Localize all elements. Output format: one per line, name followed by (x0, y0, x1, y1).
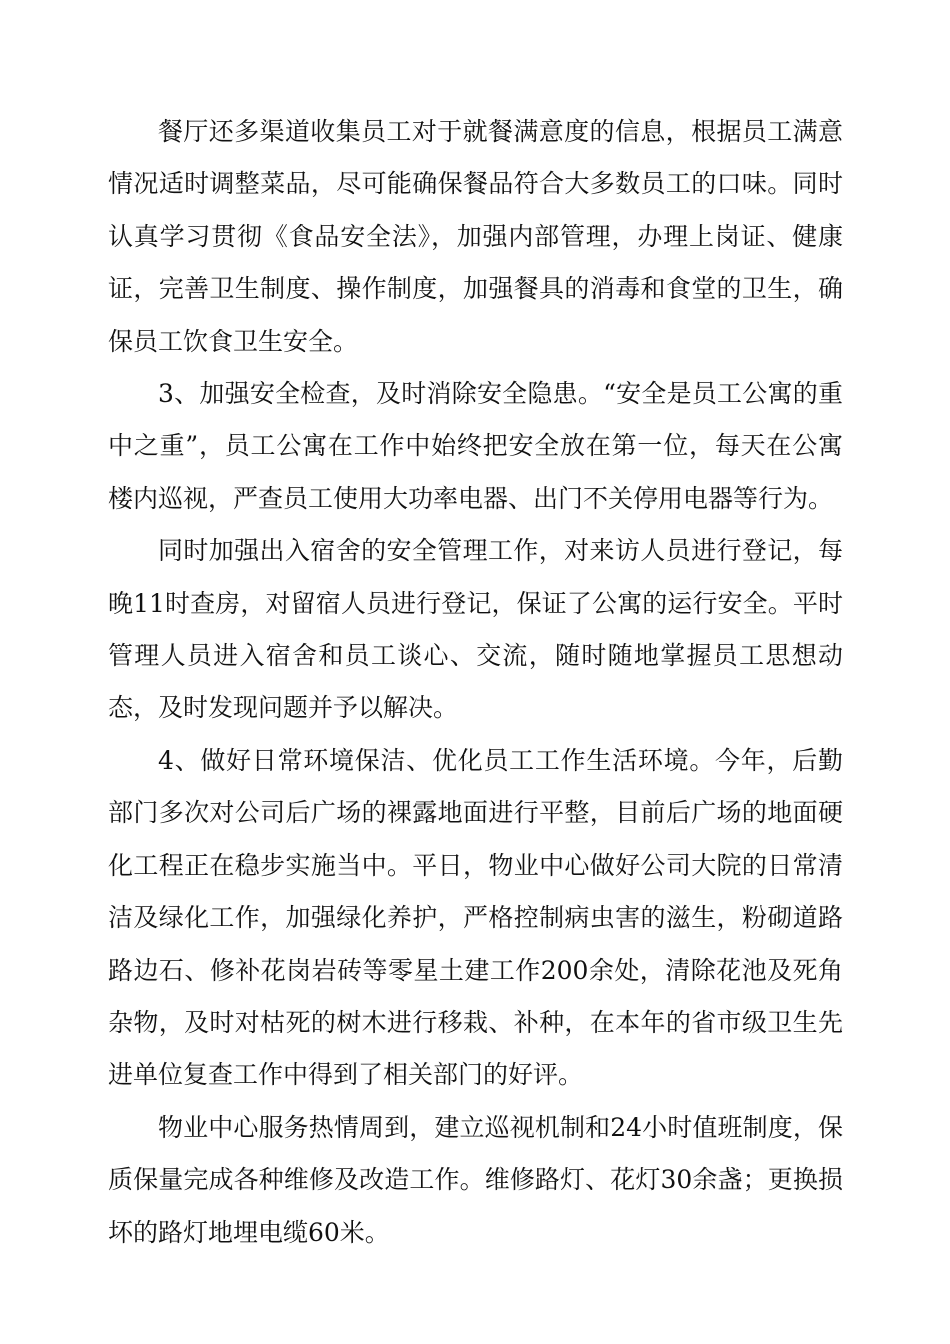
document-body (108, 106, 843, 1259)
paragraph-environment-cleaning: 4、做好日常环境保洁、优化员工工作生活环境。今年，后勤部门多次对公司后广场的裸露地面进行平整，目前后广场的地面硬化工程正在稳步实施当中。平日，物业中心做好公司大院的日常清洁及绿化工作，加强绿化养护，严格控制病虫害的滋生，粉砌道路路边石、修补花岗岩砖等零星土建工作200余处，清除花池及死角杂物，及时对枯死的树木进行移栽、补种，在本年的省市级卫生先进单位复查工作中得到了相关部门的好评。 (108, 745, 843, 1090)
paragraph-safety-inspection: 3、加强安全检查，及时消除安全隐患。“安全是员工公寓的重中之重”，员工公寓在工作中始终把安全放在第一位，每天在公寓楼内巡视，严查员工使用大功率电器、出门不关停用电器等行为。 (108, 379, 843, 513)
paragraph-canteen-feedback: 餐厅还多渠道收集员工对于就餐满意度的信息，根据员工满意情况适时调整菜品，尽可能确保餐品符合大多数员工的口味。同时认真学习贯彻《食品安全法》，加强内部管理，办理上岗证、健康证，完善卫生制度、操作制度，加强餐具的消毒和食堂的卫生，确保员工饮食卫生安全。 (108, 117, 843, 356)
paragraph-dormitory-management: 同时加强出入宿舍的安全管理工作，对来访人员进行登记，每晚11时查房，对留宿人员进行登记，保证了公寓的运行安全。平时管理人员进入宿舍和员工谈心、交流，随时随地掌握员工思想动态，及时发现问题并予以解决。 (108, 536, 843, 723)
paragraph-property-service: 物业中心服务热情周到，建立巡视机制和24小时值班制度，保质保量完成各种维修及改造工作。维修路灯、花灯30余盏；更换损坏的路灯地埋电缆60米。 (108, 1112, 843, 1247)
